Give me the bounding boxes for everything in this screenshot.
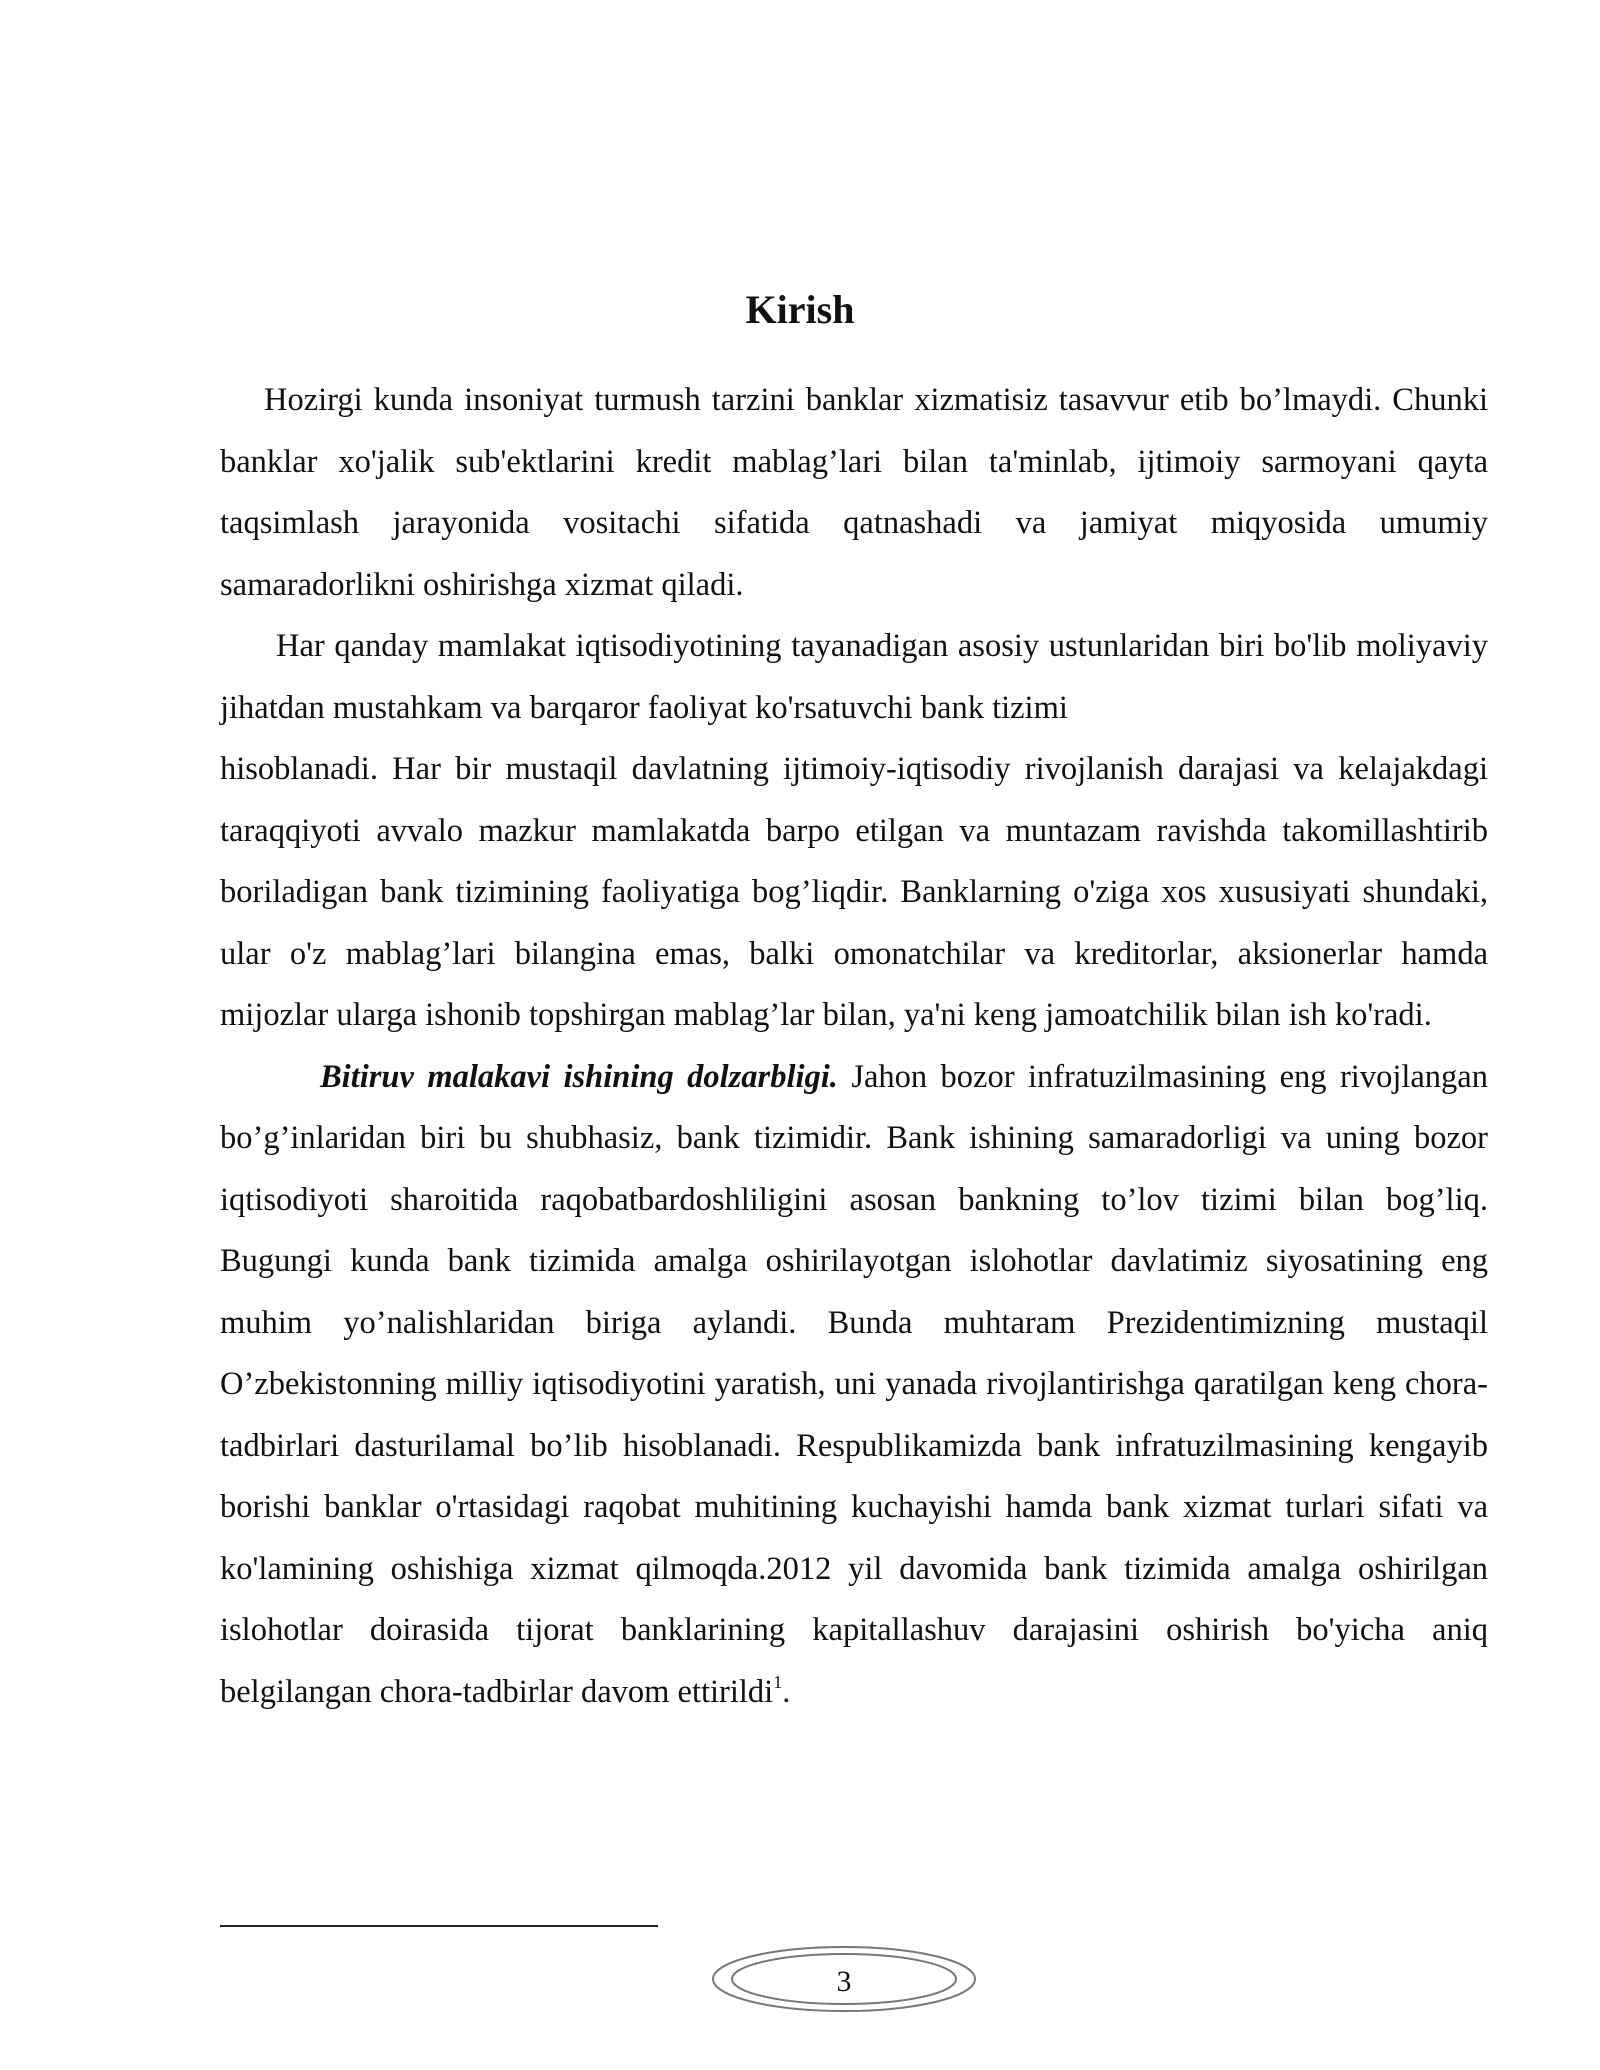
paragraph-banking-system-continued: hisoblanadi. Har bir mustaqil davlatning ijtimoiy-iqtisodiy rivojlanish darajasi va kelajakdagi taraqqiyoti avvalo mazkur mamlakatda barpo etilgan va muntazam ravishda takomillashtirib boriladigan bank tizimining faoliyatiga bog’liqdir. Banklarning o'ziga xos xususiyati shundaki, ular o'z mablag’lari bilangina emas, balki omonatchilar va kreditorlar, aksionerlar hamda mijozlar ularga ishonib topshirgan mablag’lar bilan, ya'ni keng jamoatchilik bilan ish ko'radi. xyxy=(220,751,1488,1033)
paragraph-banking-system-start: Har qanday mamlakat iqtisodiyotining tayanadigan asosiy ustunlaridan biri bo'lib moliyaviy jihatdan mustahkam va barqaror faoliyat ko'rsatuvchi bank tizimi xyxy=(220,628,1488,726)
body-text xyxy=(220,370,1488,1723)
page-number-badge xyxy=(710,1944,978,2014)
footnote-separator xyxy=(220,1925,658,1927)
paragraph-relevance xyxy=(220,1047,1488,1724)
page-number: 3 xyxy=(836,1965,852,1996)
paragraph-intro: Hozirgi kunda insoniyat turmush tarzini banklar xizmatisiz tasavvur etib bo’lmaydi. Chunki banklar xo'jalik sub'ektlarini kredit mablag’lari bilan ta'minlab, ijtimoiy sarmoyani qayta taqsimlash jarayonida vositachi sifatida qatnashadi va jamiyat miqyosida umumiy samaradorlikni oshirishga xizmat qiladi. xyxy=(220,382,1488,603)
relevance-heading: Bitiruv malakavi ishining dolzarbligi. xyxy=(320,1058,838,1095)
relevance-end-punctuation: . xyxy=(782,1673,791,1710)
footnote-reference[interactable]: 1 xyxy=(773,1671,783,1692)
relevance-text: Jahon bozor infratuzilmasining eng rivojlangan bo’g’inlaridan biri bu shubhasiz, bank tizimidir. Bank ishining samaradorligi va uning bozor iqtisodiyoti sharoitida raqobatbardoshliligini asosan bankning to’lov tizimi bilan bog’liq. Bugungi kunda bank tizimida amalga oshirilayotgan islohotlar davlatimiz siyosatining eng muhim yo’nalishlaridan biriga aylandi. Bunda muhtaram Prezidentimizning mustaqil O’zbekistonning milliy iqtisodiyotini yaratish, uni yanada rivojlantirishga qaratilgan keng chora-tadbirlari dasturilamal bo’lib hisoblanadi. Respublikamizda bank infratuzilmasining kengayib borishi banklar o'rtasidagi raqobat muhitining kuchayishi hamda bank xizmat turlari sifati va ko'lamining oshishiga xizmat qilmoqda.2012 yil davomida bank tizimida amalga oshirilgan islohotlar doirasida tijorat banklarining kapitallashuv darajasini oshirish bo'yicha aniq belgilangan chora-tadbirlar davom ettirildi xyxy=(220,1058,1488,1710)
section-title: Kirish xyxy=(745,287,855,332)
